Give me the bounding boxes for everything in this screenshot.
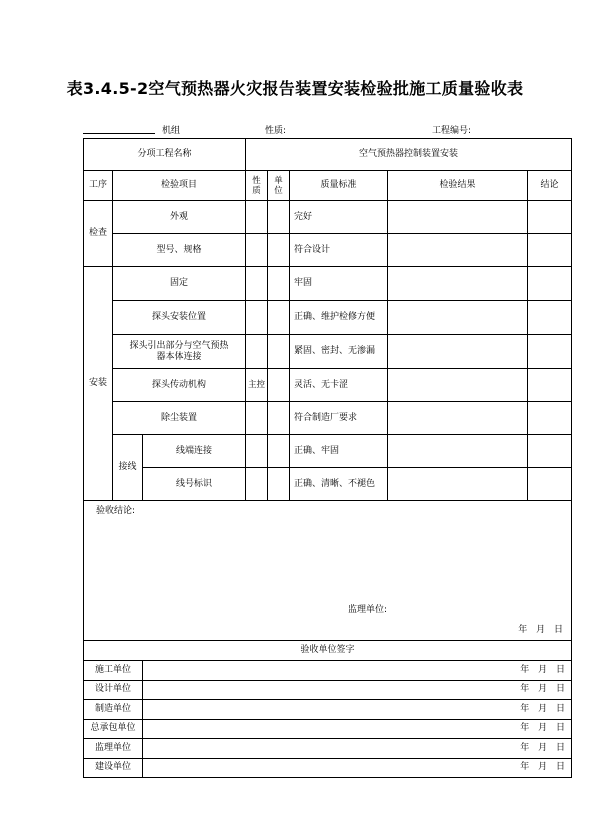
nature-cell	[246, 301, 268, 335]
signature-unit: 总承包单位	[84, 719, 143, 739]
unit-cell	[268, 435, 290, 468]
standard-cell: 紧固、密封、无渗漏	[290, 335, 388, 369]
nature-cell	[246, 234, 268, 267]
signature-title: 验收单位签字	[84, 641, 572, 661]
col-nature: 性质	[246, 171, 268, 201]
result-cell	[388, 369, 528, 402]
conclusion-cell	[528, 468, 572, 501]
standard-cell: 符合设计	[290, 234, 388, 267]
standard-cell: 符合制造厂要求	[290, 402, 388, 435]
signature-date: 年 月 日	[143, 661, 572, 681]
nature-label: 性质:	[265, 126, 287, 136]
item-cell: 除尘装置	[113, 402, 246, 435]
nature-cell	[246, 201, 268, 234]
col-conclusion: 结论	[528, 171, 572, 201]
result-cell	[388, 234, 528, 267]
signature-date: 年 月 日	[143, 739, 572, 759]
unit-cell	[268, 402, 290, 435]
item-cell: 固定	[113, 267, 246, 301]
conclusion-cell	[528, 369, 572, 402]
nature-cell	[246, 402, 268, 435]
unit-cell	[268, 369, 290, 402]
col-unit: 单位	[268, 171, 290, 201]
unit-label: 机组	[162, 126, 181, 136]
signature-date: 年 月 日	[143, 719, 572, 739]
item-cell: 探头安装位置	[113, 301, 246, 335]
result-cell	[388, 335, 528, 369]
result-cell	[388, 468, 528, 501]
conclusion-cell	[528, 301, 572, 335]
col-process: 工序	[84, 171, 113, 201]
nature-cell	[246, 435, 268, 468]
col-standard: 质量标准	[290, 171, 388, 201]
sub-project-value: 空气预热器控制装置安装	[246, 139, 572, 171]
signature-date: 年 月 日	[143, 680, 572, 700]
unit-cell	[268, 335, 290, 369]
signature-unit: 建设单位	[84, 758, 143, 778]
signature-unit: 施工单位	[84, 661, 143, 681]
group-wiring: 接线	[113, 435, 143, 501]
unit-blank-line	[83, 133, 155, 134]
acceptance-conclusion-area	[84, 501, 572, 641]
group-install: 安装	[84, 267, 113, 501]
result-cell	[388, 267, 528, 301]
nature-cell	[246, 468, 268, 501]
nature-cell: 主控	[246, 369, 268, 402]
standard-cell: 正确、牢固	[290, 435, 388, 468]
project-no-label: 工程编号:	[432, 126, 472, 136]
item-cell: 探头引出部分与空气预热器本体连接	[113, 335, 246, 369]
form-title: 表3.4.5-2空气预热器火灾报告装置安装检验批施工质量验收表	[66, 79, 524, 98]
signature-unit: 制造单位	[84, 700, 143, 720]
sub-project-label: 分项工程名称	[84, 139, 246, 171]
unit-cell	[268, 468, 290, 501]
standard-cell: 正确、维护检修方便	[290, 301, 388, 335]
unit-cell	[268, 301, 290, 335]
supervisor-label: 监理单位:	[348, 605, 388, 615]
standard-cell: 灵活、无卡涩	[290, 369, 388, 402]
nature-cell	[246, 335, 268, 369]
acceptance-label: 验收结论:	[96, 506, 136, 516]
standard-cell: 完好	[290, 201, 388, 234]
unit-cell	[268, 267, 290, 301]
standard-cell: 牢固	[290, 267, 388, 301]
result-cell	[388, 402, 528, 435]
result-cell	[388, 435, 528, 468]
conclusion-cell	[528, 435, 572, 468]
inspection-table	[83, 138, 572, 778]
standard-cell: 正确、清晰、不褪色	[290, 468, 388, 501]
item-cell: 线端连接	[143, 435, 246, 468]
result-cell	[388, 301, 528, 335]
signature-date: 年 月 日	[143, 700, 572, 720]
item-cell: 探头传动机构	[113, 369, 246, 402]
unit-cell	[268, 201, 290, 234]
col-result: 检验结果	[388, 171, 528, 201]
acceptance-date: 年 月 日	[518, 625, 564, 635]
unit-cell	[268, 234, 290, 267]
item-cell: 型号、规格	[113, 234, 246, 267]
item-cell: 线号标识	[143, 468, 246, 501]
group-inspect: 检查	[84, 201, 113, 267]
signature-unit: 设计单位	[84, 680, 143, 700]
conclusion-cell	[528, 234, 572, 267]
signature-unit: 监理单位	[84, 739, 143, 759]
signature-date: 年 月 日	[143, 758, 572, 778]
nature-cell	[246, 267, 268, 301]
conclusion-cell	[528, 267, 572, 301]
conclusion-cell	[528, 335, 572, 369]
conclusion-cell	[528, 201, 572, 234]
col-item: 检验项目	[113, 171, 246, 201]
item-cell: 外观	[113, 201, 246, 234]
result-cell	[388, 201, 528, 234]
conclusion-cell	[528, 402, 572, 435]
